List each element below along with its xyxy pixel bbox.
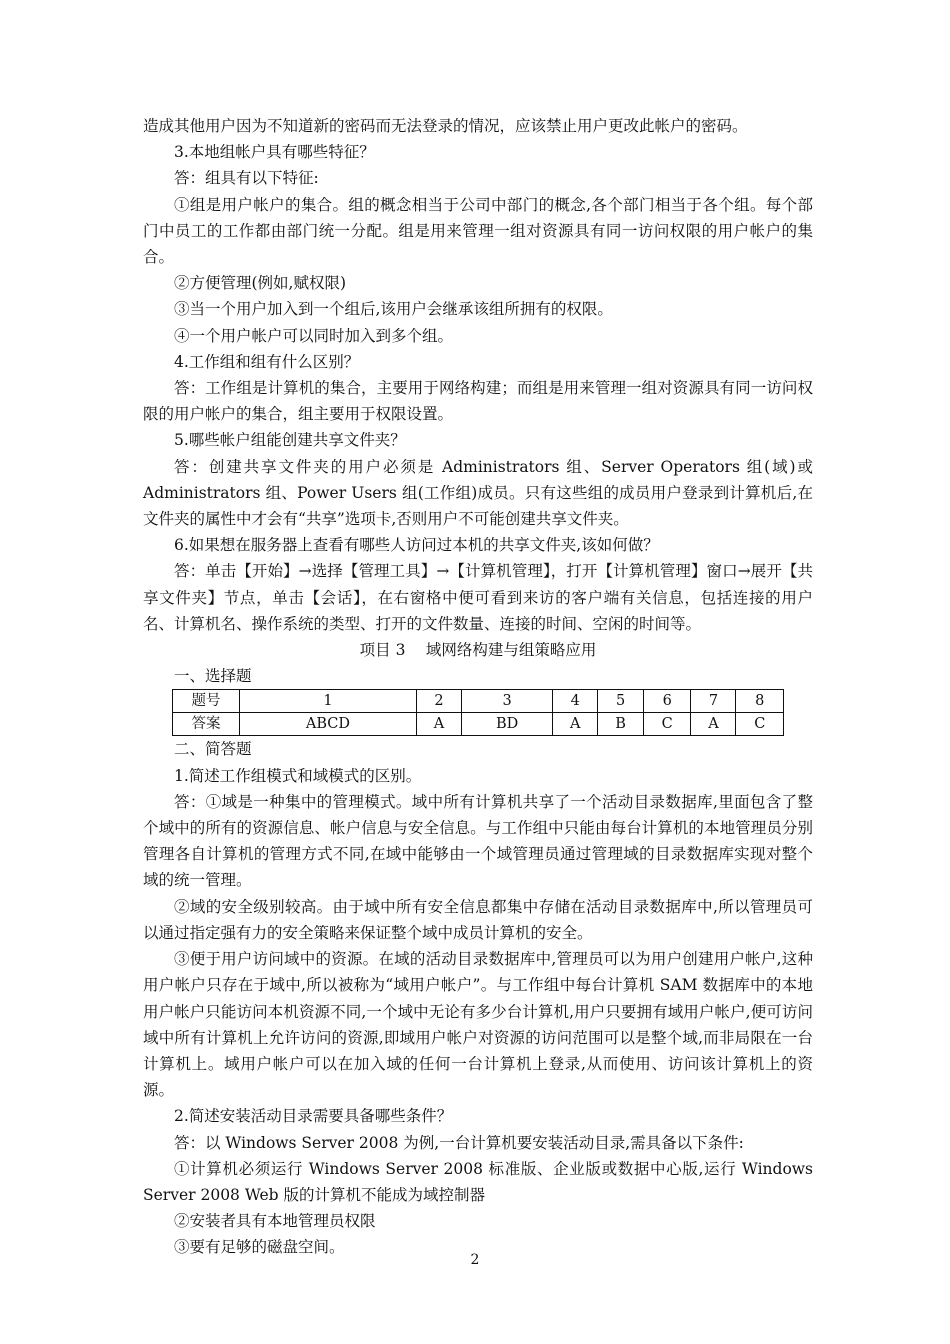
paragraph: 2.简述安装活动目录需要具备哪些条件？ [174, 1107, 453, 1126]
paragraph: 4.工作组和组有什么区别？ [174, 352, 360, 371]
answer-cell: C [736, 713, 784, 736]
paragraph: ③当一个用户加入到一个组后,该用户会继承该组所拥有的权限。 [174, 300, 613, 319]
answer-cell: A [416, 713, 461, 736]
paragraph: ②方便管理(例如,赋权限) [174, 274, 347, 293]
paragraph: 答：单击【开始】→选择【管理工具】→【计算机管理】，打开【计算机管理】窗口→展开【共享文件夹】节点，单击【会话】，在右窗格中便可看到来访的客户端有关信息，包括连接的用户名、计算机名、操作系统的类型、打开的文件数量、连接的时间、空闲的时间等。 [143, 562, 813, 633]
question-number-cell: 3 [461, 690, 552, 713]
paragraph: 造成其他用户因为不知道新的密码而无法登录的情况，应该禁止用户更改此帐户的密码。 [143, 117, 748, 135]
answer-table [172, 689, 784, 736]
paragraph: 答：①域是一种集中的管理模式。域中所有计算机共享了一个活动目录数据库,里面包含了整个域中的所有的资源信息、帐户信息与安全信息。与工作组中只能由每台计算机的本地管理员分别管理各自计算机的管理方式不同,在域中能够由一个域管理员通过管理域的目录数据库实现对整个域的统一管理。 [143, 792, 813, 890]
paragraph: ①计算机必须运行 Windows Server 2008 标准版、企业版或数据中心版,运行 Windows Server 2008 Web 版的计算机不能成为域控制器 [143, 1159, 813, 1204]
answers-section-project3 [143, 763, 813, 1261]
table-header-cell: 答案 [173, 713, 240, 736]
document-page [143, 113, 813, 1261]
project-title: 项目 3 域网络构建与组策略应用 [359, 641, 597, 660]
answer-cell: C [643, 713, 690, 736]
paragraph: ③便于用户访问域中的资源。在域的活动目录数据库中,管理员可以为用户创建用户帐户,这种用户帐户只存在于域中,所以被称为“域用户帐户”。与工作组中每台计算机 SAM 数据库中的本地用户帐户只能访问本机资源不同,一个域中无论有多少台计算机,用户只要拥有域用户帐户,便可访问域中所有计算机上允许访问的资源,即域用户帐户对资源的访问范围可以是整个域,而非局限在一台计算机上。域用户帐户可以在加入域的任何一台计算机上登录,从而使用、访问该计算机上的资源。 [143, 950, 813, 1100]
question-number-cell: 6 [643, 690, 690, 713]
paragraph: 答：组具有以下特征: [174, 169, 319, 188]
answer-cell: B [598, 713, 644, 736]
paragraph: 1.简述工作组模式和域模式的区别。 [174, 766, 422, 785]
question-number-cell: 4 [553, 690, 598, 713]
answer-cell: BD [461, 713, 552, 736]
paragraph: ②域的安全级别较高。由于域中所有安全信息都集中存储在活动目录数据库中,所以管理员可以通过指定强有力的安全策略来保证整个域中成员计算机的安全。 [143, 897, 813, 942]
question-number-cell: 2 [416, 690, 461, 713]
paragraph: 3.本地组帐户具有哪些特征？ [174, 143, 375, 162]
question-number-cell: 7 [691, 690, 736, 713]
question-number-cell: 5 [598, 690, 644, 713]
table-row-answers [173, 713, 784, 736]
table-row-numbers [173, 690, 784, 713]
answer-cell: ABCD [240, 713, 417, 736]
paragraph: 答：工作组是计算机的集合，主要用于网络构建；而组是用来管理一组对资源具有同一访问权限的用户帐户的集合，组主要用于权限设置。 [143, 379, 813, 424]
paragraph: 答：以 Windows Server 2008 为例,一台计算机要安装活动目录,需具备以下条件: [174, 1133, 744, 1152]
answer-cell: A [691, 713, 736, 736]
section-title-short-answer: 二、简答题 [174, 740, 252, 759]
paragraph: 6.如果想在服务器上查看有哪些人访问过本机的共享文件夹,该如何做？ [174, 536, 659, 555]
paragraph: ③要有足够的磁盘空间。 [174, 1238, 345, 1257]
paragraph: ②安装者具有本地管理员权限 [174, 1212, 376, 1231]
page-number: 2 [470, 1252, 480, 1268]
paragraph: 答：创建共享文件夹的用户必须是 Administrators 组、Server Operators 组(域)或 Administrators 组、Power Users 组(工作组)成员。只有这些组的成员用户登录到计算机后,在文件夹的属性中才会有“共享”选项卡,否则用户不可能创建共享文件夹。 [143, 457, 813, 529]
paragraph: 5.哪些帐户组能创建共享文件夹？ [174, 431, 406, 450]
answers-section-project2 [143, 113, 813, 637]
section-title-choice: 一、选择题 [174, 667, 252, 686]
paragraph: ④一个用户帐户可以同时加入到多个组。 [174, 326, 454, 345]
question-number-cell: 8 [736, 690, 784, 713]
table-header-cell: 题号 [173, 690, 240, 713]
question-number-cell: 1 [240, 690, 417, 713]
answer-cell: A [553, 713, 598, 736]
paragraph: ①组是用户帐户的集合。组的概念相当于公司中部门的概念,各个部门相当于各个组。每个部门中员工的工作都由部门统一分配。组是用来管理一组对资源具有同一访问权限的用户帐户的集合。 [143, 195, 813, 267]
